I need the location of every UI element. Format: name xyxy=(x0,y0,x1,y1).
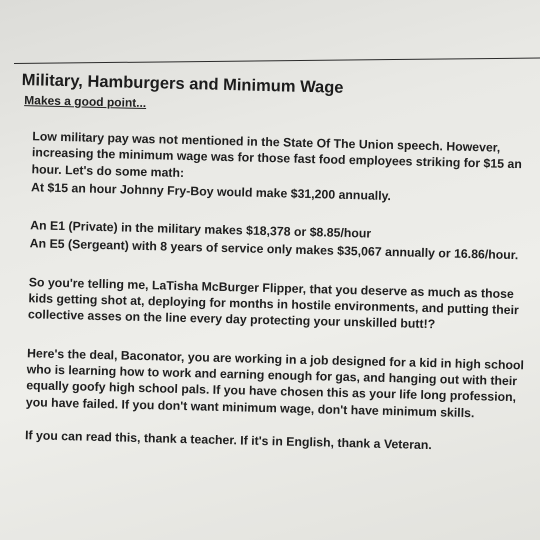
document-content xyxy=(13,70,532,456)
paragraph-fry-boy: At $15 an hour Johnny Fry-Boy would make $31,200 annually. xyxy=(30,180,392,203)
paragraph-latisha: So you're telling me, LaTisha McBurger Flipper, that you deserve as much as those kids getting shot at, deploying for months in hostile environments, and putting their collective asses on the line every day protecting your unskilled butt!? xyxy=(27,275,519,332)
paragraph-e5: An E5 (Sergeant) with 8 years of service only makes $35,067 annually or 16.86/hour. xyxy=(29,236,519,263)
paragraph-baconator: Here's the deal, Baconator, you are working in a job designed for a kid in high school who is learning how to work and earning enough for gas, and hanging out with their equally goofy high school pals. If you have chosen this as your life long profession, you have failed. If you don't want minimum wage, don't have minimum skills. xyxy=(25,345,525,420)
paragraph-closing: If you can read this, thank a teacher. If it's in English, thank a Veteran. xyxy=(24,428,432,452)
document-subtitle: Makes a good point... xyxy=(24,93,147,111)
document-title: Military, Hamburgers and Minimum Wage xyxy=(21,70,344,97)
paragraph-e1: An E1 (Private) in the military makes $18,378 or $8.85/hour xyxy=(30,218,372,241)
paragraph-intro: Low military pay was not mentioned in the State Of The Union speech. However, increasing the minimum wage was for those fast food employees striking for $15 an hour. Let's do some math: xyxy=(31,129,522,180)
